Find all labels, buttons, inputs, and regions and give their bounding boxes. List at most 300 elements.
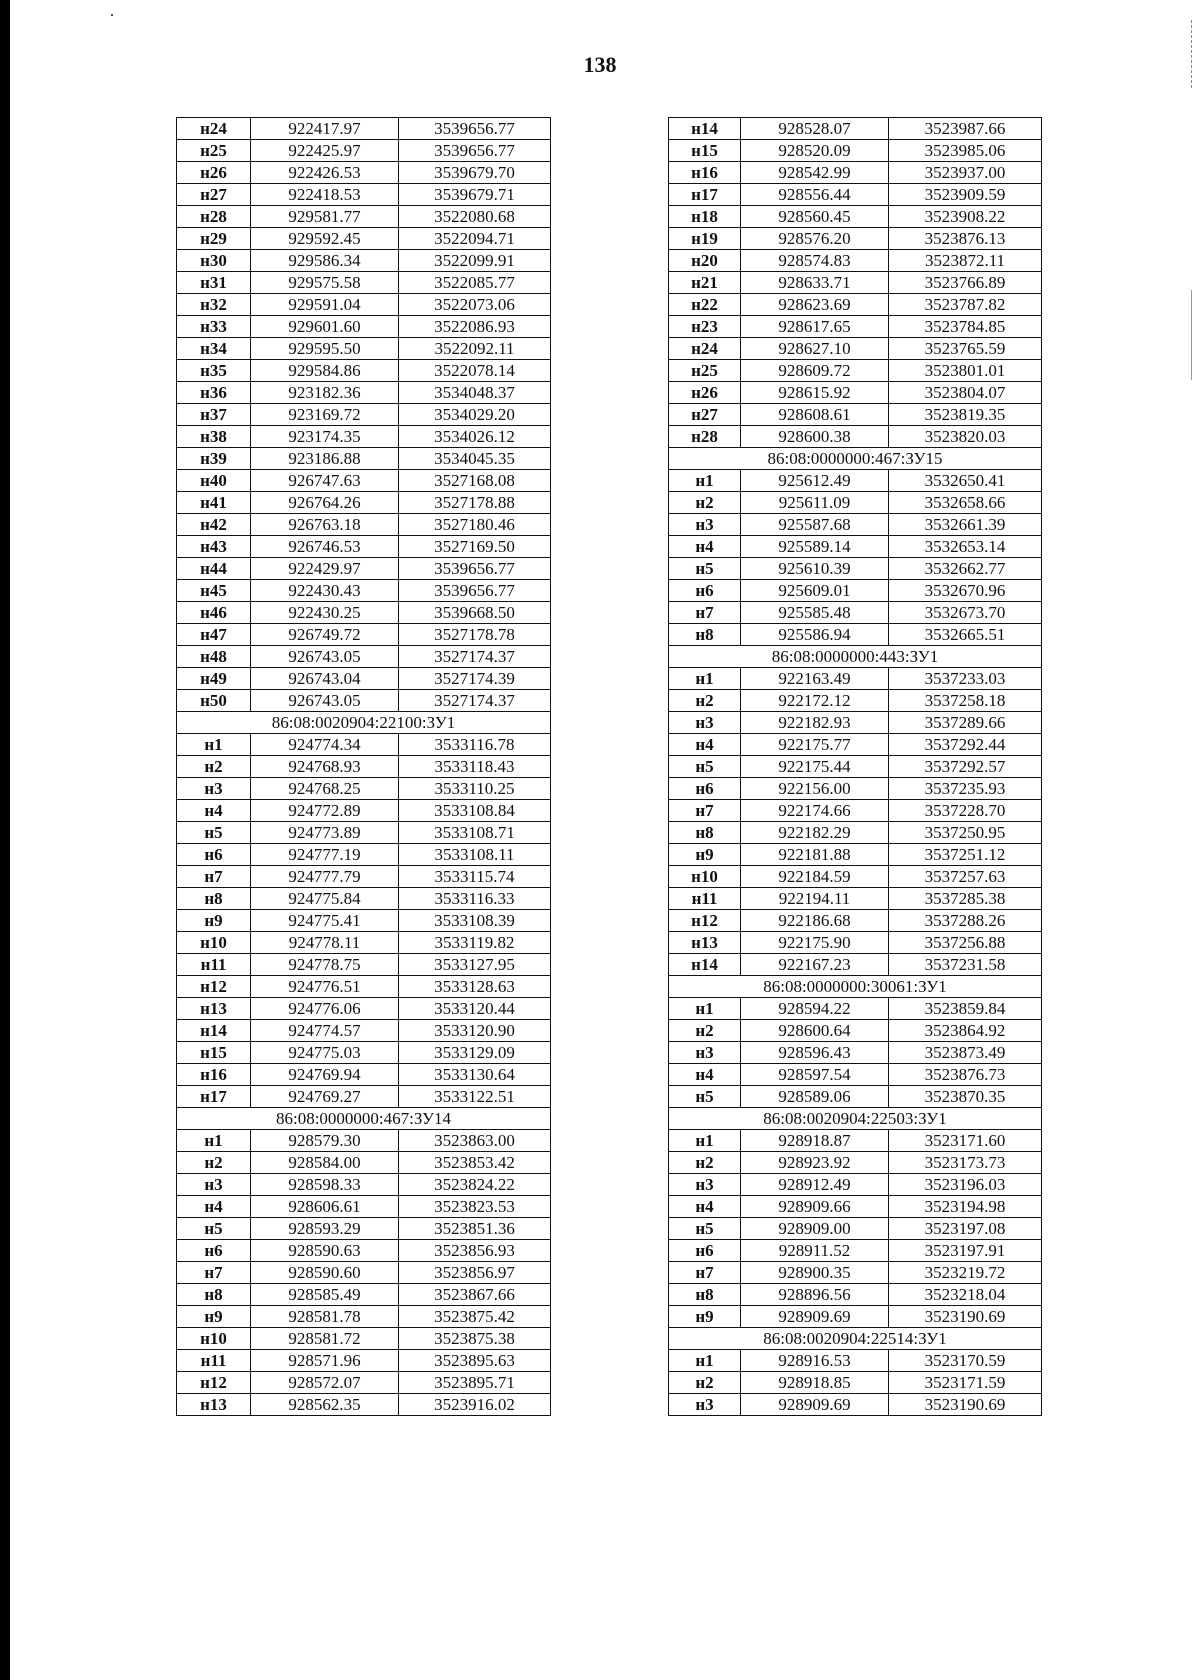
y-coordinate: 3523190.69 — [889, 1306, 1042, 1328]
table-row — [669, 1042, 1042, 1064]
table-row — [669, 162, 1042, 184]
x-coordinate: 928606.61 — [251, 1196, 399, 1218]
y-coordinate: 3533127.95 — [399, 954, 551, 976]
y-coordinate: 3523908.22 — [889, 206, 1042, 228]
x-coordinate: 928918.87 — [741, 1130, 889, 1152]
x-coordinate: 928627.10 — [741, 338, 889, 360]
point-label: н5 — [669, 558, 741, 580]
x-coordinate: 929575.58 — [251, 272, 399, 294]
table-row — [669, 1152, 1042, 1174]
table-row — [177, 118, 551, 140]
point-label: н9 — [669, 1306, 741, 1328]
point-label: н45 — [177, 580, 251, 602]
table-row — [669, 712, 1042, 734]
point-label: н14 — [177, 1020, 251, 1042]
y-coordinate: 3522099.91 — [399, 250, 551, 272]
point-label: н3 — [669, 1042, 741, 1064]
point-label: н15 — [669, 140, 741, 162]
table-row — [669, 668, 1042, 690]
table-row — [669, 624, 1042, 646]
table-row — [669, 1064, 1042, 1086]
table-row — [669, 118, 1042, 140]
point-label: н18 — [669, 206, 741, 228]
y-coordinate: 3527178.88 — [399, 492, 551, 514]
x-coordinate: 922425.97 — [251, 140, 399, 162]
table-row — [177, 1064, 551, 1086]
x-coordinate: 929595.50 — [251, 338, 399, 360]
x-coordinate: 922429.97 — [251, 558, 399, 580]
x-coordinate: 928585.49 — [251, 1284, 399, 1306]
x-coordinate: 928584.00 — [251, 1152, 399, 1174]
point-label: н29 — [177, 228, 251, 250]
x-coordinate: 926743.05 — [251, 690, 399, 712]
point-label: н1 — [177, 734, 251, 756]
section-header-row — [669, 1328, 1042, 1350]
x-coordinate: 928579.30 — [251, 1130, 399, 1152]
table-row — [177, 998, 551, 1020]
table-row — [669, 690, 1042, 712]
x-coordinate: 928600.64 — [741, 1020, 889, 1042]
point-label: н26 — [669, 382, 741, 404]
y-coordinate: 3523872.11 — [889, 250, 1042, 272]
point-label: н4 — [669, 536, 741, 558]
table-row — [177, 470, 551, 492]
point-label: н6 — [177, 1240, 251, 1262]
y-coordinate: 3523819.35 — [889, 404, 1042, 426]
point-label: н8 — [669, 822, 741, 844]
y-coordinate: 3533119.82 — [399, 932, 551, 954]
table-row — [669, 1350, 1042, 1372]
x-coordinate: 925610.39 — [741, 558, 889, 580]
section-header-row — [669, 646, 1042, 668]
x-coordinate: 928560.45 — [741, 206, 889, 228]
point-label: н4 — [177, 1196, 251, 1218]
table-row — [669, 536, 1042, 558]
x-coordinate: 928615.92 — [741, 382, 889, 404]
point-label: н6 — [177, 844, 251, 866]
point-label: н2 — [669, 492, 741, 514]
y-coordinate: 3527174.37 — [399, 690, 551, 712]
x-coordinate: 922167.23 — [741, 954, 889, 976]
y-coordinate: 3522092.11 — [399, 338, 551, 360]
point-label: н25 — [177, 140, 251, 162]
x-coordinate: 922186.68 — [741, 910, 889, 932]
table-row — [177, 690, 551, 712]
x-coordinate: 926743.05 — [251, 646, 399, 668]
point-label: н46 — [177, 602, 251, 624]
x-coordinate: 928581.78 — [251, 1306, 399, 1328]
y-coordinate: 3523876.73 — [889, 1064, 1042, 1086]
y-coordinate: 3539656.77 — [399, 118, 551, 140]
table-row — [669, 426, 1042, 448]
point-label: н13 — [177, 1394, 251, 1416]
section-header-row — [669, 448, 1042, 470]
section-header-row — [177, 712, 551, 734]
y-coordinate: 3534045.35 — [399, 448, 551, 470]
table-row — [669, 404, 1042, 426]
x-coordinate: 928617.65 — [741, 316, 889, 338]
table-row — [177, 404, 551, 426]
table-row — [669, 1130, 1042, 1152]
y-coordinate: 3523937.00 — [889, 162, 1042, 184]
y-coordinate: 3522078.14 — [399, 360, 551, 382]
table-row — [669, 382, 1042, 404]
table-row — [669, 184, 1042, 206]
x-coordinate: 925585.48 — [741, 602, 889, 624]
x-coordinate: 922418.53 — [251, 184, 399, 206]
y-coordinate: 3523856.97 — [399, 1262, 551, 1284]
y-coordinate: 3533116.33 — [399, 888, 551, 910]
point-label: н5 — [669, 1086, 741, 1108]
x-coordinate: 925589.14 — [741, 536, 889, 558]
table-row — [177, 954, 551, 976]
point-label: н12 — [177, 1372, 251, 1394]
x-coordinate: 924775.03 — [251, 1042, 399, 1064]
table-row — [177, 316, 551, 338]
point-label: н7 — [177, 866, 251, 888]
point-label: н44 — [177, 558, 251, 580]
point-label: н2 — [669, 690, 741, 712]
point-label: н33 — [177, 316, 251, 338]
x-coordinate: 922430.25 — [251, 602, 399, 624]
point-label: н16 — [669, 162, 741, 184]
point-label: н1 — [177, 1130, 251, 1152]
table-row — [669, 228, 1042, 250]
x-coordinate: 928572.07 — [251, 1372, 399, 1394]
table-row — [669, 140, 1042, 162]
x-coordinate: 928590.60 — [251, 1262, 399, 1284]
table-row — [177, 976, 551, 998]
point-label: н11 — [177, 954, 251, 976]
y-coordinate: 3533129.09 — [399, 1042, 551, 1064]
y-coordinate: 3522086.93 — [399, 316, 551, 338]
table-row — [177, 1306, 551, 1328]
y-coordinate: 3532661.39 — [889, 514, 1042, 536]
table-row — [669, 866, 1042, 888]
table-row — [177, 140, 551, 162]
x-coordinate: 928912.49 — [741, 1174, 889, 1196]
y-coordinate: 3523801.01 — [889, 360, 1042, 382]
y-coordinate: 3523875.38 — [399, 1328, 551, 1350]
y-coordinate: 3537256.88 — [889, 932, 1042, 954]
x-coordinate: 924778.75 — [251, 954, 399, 976]
x-coordinate: 928598.33 — [251, 1174, 399, 1196]
y-coordinate: 3523873.49 — [889, 1042, 1042, 1064]
x-coordinate: 929591.04 — [251, 294, 399, 316]
section-header-row — [177, 1108, 551, 1130]
x-coordinate: 924769.94 — [251, 1064, 399, 1086]
point-label: н4 — [669, 734, 741, 756]
point-label: н10 — [177, 1328, 251, 1350]
point-label: н4 — [669, 1196, 741, 1218]
table-row — [669, 822, 1042, 844]
scan-speck — [111, 14, 113, 16]
x-coordinate: 922426.53 — [251, 162, 399, 184]
table-row — [177, 580, 551, 602]
x-coordinate: 928528.07 — [741, 118, 889, 140]
y-coordinate: 3533130.64 — [399, 1064, 551, 1086]
table-row — [177, 1042, 551, 1064]
y-coordinate: 3537231.58 — [889, 954, 1042, 976]
point-label: н12 — [669, 910, 741, 932]
x-coordinate: 924769.27 — [251, 1086, 399, 1108]
point-label: н35 — [177, 360, 251, 382]
x-coordinate: 928562.35 — [251, 1394, 399, 1416]
x-coordinate: 928609.72 — [741, 360, 889, 382]
table-row — [669, 888, 1042, 910]
table-row — [669, 1196, 1042, 1218]
x-coordinate: 924777.79 — [251, 866, 399, 888]
y-coordinate: 3533108.71 — [399, 822, 551, 844]
table-row — [669, 580, 1042, 602]
x-coordinate: 928600.38 — [741, 426, 889, 448]
x-coordinate: 923169.72 — [251, 404, 399, 426]
table-row — [669, 932, 1042, 954]
y-coordinate: 3527174.37 — [399, 646, 551, 668]
cadastral-number: 86:08:0020904:22100:ЗУ1 — [177, 712, 551, 734]
x-coordinate: 922184.59 — [741, 866, 889, 888]
table-row — [177, 778, 551, 800]
table-row — [177, 646, 551, 668]
y-coordinate: 3523197.91 — [889, 1240, 1042, 1262]
y-coordinate: 3537257.63 — [889, 866, 1042, 888]
table-row — [177, 866, 551, 888]
x-coordinate: 924778.11 — [251, 932, 399, 954]
point-label: н9 — [177, 1306, 251, 1328]
point-label: н23 — [669, 316, 741, 338]
table-row — [177, 1130, 551, 1152]
y-coordinate: 3523876.13 — [889, 228, 1042, 250]
point-label: н5 — [177, 822, 251, 844]
x-coordinate: 924768.93 — [251, 756, 399, 778]
point-label: н31 — [177, 272, 251, 294]
y-coordinate: 3523171.60 — [889, 1130, 1042, 1152]
y-coordinate: 3533108.84 — [399, 800, 551, 822]
y-coordinate: 3522080.68 — [399, 206, 551, 228]
point-label: н36 — [177, 382, 251, 404]
table-row — [177, 162, 551, 184]
y-coordinate: 3534048.37 — [399, 382, 551, 404]
point-label: н2 — [177, 756, 251, 778]
y-coordinate: 3537235.93 — [889, 778, 1042, 800]
point-label: н38 — [177, 426, 251, 448]
y-coordinate: 3533115.74 — [399, 866, 551, 888]
y-coordinate: 3533108.11 — [399, 844, 551, 866]
cadastral-number: 86:08:0000000:30061:ЗУ1 — [669, 976, 1042, 998]
point-label: н4 — [669, 1064, 741, 1086]
table-row — [177, 822, 551, 844]
x-coordinate: 929581.77 — [251, 206, 399, 228]
table-row — [669, 1306, 1042, 1328]
y-coordinate: 3523895.71 — [399, 1372, 551, 1394]
x-coordinate: 925611.09 — [741, 492, 889, 514]
cadastral-number: 86:08:0020904:22514:ЗУ1 — [669, 1328, 1042, 1350]
y-coordinate: 3537285.38 — [889, 888, 1042, 910]
point-label: н6 — [669, 580, 741, 602]
x-coordinate: 928596.43 — [741, 1042, 889, 1064]
y-coordinate: 3523820.03 — [889, 426, 1042, 448]
x-coordinate: 928896.56 — [741, 1284, 889, 1306]
y-coordinate: 3539668.50 — [399, 602, 551, 624]
y-coordinate: 3532665.51 — [889, 624, 1042, 646]
point-label: н3 — [669, 1394, 741, 1416]
point-label: н2 — [669, 1372, 741, 1394]
y-coordinate: 3537250.95 — [889, 822, 1042, 844]
y-coordinate: 3532662.77 — [889, 558, 1042, 580]
table-row — [177, 844, 551, 866]
y-coordinate: 3539656.77 — [399, 140, 551, 162]
x-coordinate: 928909.69 — [741, 1306, 889, 1328]
point-label: н3 — [669, 514, 741, 536]
table-row — [669, 1262, 1042, 1284]
point-label: н1 — [669, 998, 741, 1020]
x-coordinate: 926747.63 — [251, 470, 399, 492]
point-label: н8 — [669, 624, 741, 646]
point-label: н5 — [669, 756, 741, 778]
y-coordinate: 3533110.25 — [399, 778, 551, 800]
point-label: н26 — [177, 162, 251, 184]
y-coordinate: 3522085.77 — [399, 272, 551, 294]
x-coordinate: 922182.93 — [741, 712, 889, 734]
x-coordinate: 929586.34 — [251, 250, 399, 272]
table-row — [177, 536, 551, 558]
x-coordinate: 926743.04 — [251, 668, 399, 690]
y-coordinate: 3527169.50 — [399, 536, 551, 558]
x-coordinate: 928623.69 — [741, 294, 889, 316]
point-label: н3 — [177, 778, 251, 800]
x-coordinate: 928590.63 — [251, 1240, 399, 1262]
point-label: н13 — [669, 932, 741, 954]
table-row — [669, 1394, 1042, 1416]
point-label: н16 — [177, 1064, 251, 1086]
table-row — [669, 492, 1042, 514]
y-coordinate: 3523851.36 — [399, 1218, 551, 1240]
y-coordinate: 3523219.72 — [889, 1262, 1042, 1284]
point-label: н32 — [177, 294, 251, 316]
x-coordinate: 922172.12 — [741, 690, 889, 712]
point-label: н34 — [177, 338, 251, 360]
point-label: н25 — [669, 360, 741, 382]
x-coordinate: 925612.49 — [741, 470, 889, 492]
y-coordinate: 3532658.66 — [889, 492, 1042, 514]
point-label: н9 — [669, 844, 741, 866]
table-row — [669, 910, 1042, 932]
point-label: н9 — [177, 910, 251, 932]
y-coordinate: 3523784.85 — [889, 316, 1042, 338]
table-row — [177, 250, 551, 272]
x-coordinate: 928593.29 — [251, 1218, 399, 1240]
table-row — [177, 1020, 551, 1042]
x-coordinate: 922194.11 — [741, 888, 889, 910]
x-coordinate: 928589.06 — [741, 1086, 889, 1108]
point-label: н41 — [177, 492, 251, 514]
table-row — [669, 338, 1042, 360]
x-coordinate: 923186.88 — [251, 448, 399, 470]
x-coordinate: 928556.44 — [741, 184, 889, 206]
table-row — [669, 602, 1042, 624]
y-coordinate: 3523173.73 — [889, 1152, 1042, 1174]
y-coordinate: 3533118.43 — [399, 756, 551, 778]
x-coordinate: 922175.77 — [741, 734, 889, 756]
y-coordinate: 3539656.77 — [399, 580, 551, 602]
table-row — [177, 734, 551, 756]
table-row — [177, 1262, 551, 1284]
x-coordinate: 928520.09 — [741, 140, 889, 162]
cadastral-number: 86:08:0020904:22503:ЗУ1 — [669, 1108, 1042, 1130]
x-coordinate: 924775.41 — [251, 910, 399, 932]
point-label: н37 — [177, 404, 251, 426]
y-coordinate: 3523853.42 — [399, 1152, 551, 1174]
x-coordinate: 928900.35 — [741, 1262, 889, 1284]
y-coordinate: 3523987.66 — [889, 118, 1042, 140]
y-coordinate: 3523170.59 — [889, 1350, 1042, 1372]
point-label: н24 — [669, 338, 741, 360]
table-row — [177, 1372, 551, 1394]
x-coordinate: 925586.94 — [741, 624, 889, 646]
x-coordinate: 928542.99 — [741, 162, 889, 184]
point-label: н11 — [669, 888, 741, 910]
x-coordinate: 928909.66 — [741, 1196, 889, 1218]
y-coordinate: 3522073.06 — [399, 294, 551, 316]
point-label: н10 — [177, 932, 251, 954]
y-coordinate: 3534029.20 — [399, 404, 551, 426]
x-coordinate: 928571.96 — [251, 1350, 399, 1372]
x-coordinate: 924772.89 — [251, 800, 399, 822]
x-coordinate: 924768.25 — [251, 778, 399, 800]
y-coordinate: 3527180.46 — [399, 514, 551, 536]
x-coordinate: 928909.00 — [741, 1218, 889, 1240]
cadastral-number: 86:08:0000000:443:ЗУ1 — [669, 646, 1042, 668]
y-coordinate: 3533128.63 — [399, 976, 551, 998]
table-row — [177, 756, 551, 778]
point-label: н22 — [669, 294, 741, 316]
table-row — [669, 800, 1042, 822]
table-row — [669, 470, 1042, 492]
y-coordinate: 3537288.26 — [889, 910, 1042, 932]
point-label: н1 — [669, 470, 741, 492]
table-row — [669, 1174, 1042, 1196]
point-label: н49 — [177, 668, 251, 690]
table-row — [177, 514, 551, 536]
y-coordinate: 3523823.53 — [399, 1196, 551, 1218]
point-label: н27 — [669, 404, 741, 426]
table-row — [177, 382, 551, 404]
y-coordinate: 3532650.41 — [889, 470, 1042, 492]
point-label: н47 — [177, 624, 251, 646]
y-coordinate: 3539656.77 — [399, 558, 551, 580]
y-coordinate: 3523766.89 — [889, 272, 1042, 294]
table-row — [669, 954, 1042, 976]
table-row — [177, 426, 551, 448]
table-row — [669, 1086, 1042, 1108]
table-row — [669, 272, 1042, 294]
x-coordinate: 928923.92 — [741, 1152, 889, 1174]
y-coordinate: 3534026.12 — [399, 426, 551, 448]
x-coordinate: 925587.68 — [741, 514, 889, 536]
y-coordinate: 3523864.92 — [889, 1020, 1042, 1042]
point-label: н1 — [669, 1130, 741, 1152]
point-label: н7 — [177, 1262, 251, 1284]
point-label: н11 — [177, 1350, 251, 1372]
x-coordinate: 928916.53 — [741, 1350, 889, 1372]
point-label: н3 — [669, 712, 741, 734]
point-label: н2 — [669, 1020, 741, 1042]
y-coordinate: 3523985.06 — [889, 140, 1042, 162]
x-coordinate: 925609.01 — [741, 580, 889, 602]
point-label: н10 — [669, 866, 741, 888]
y-coordinate: 3523863.00 — [399, 1130, 551, 1152]
coordinates-table-left — [176, 117, 551, 1416]
